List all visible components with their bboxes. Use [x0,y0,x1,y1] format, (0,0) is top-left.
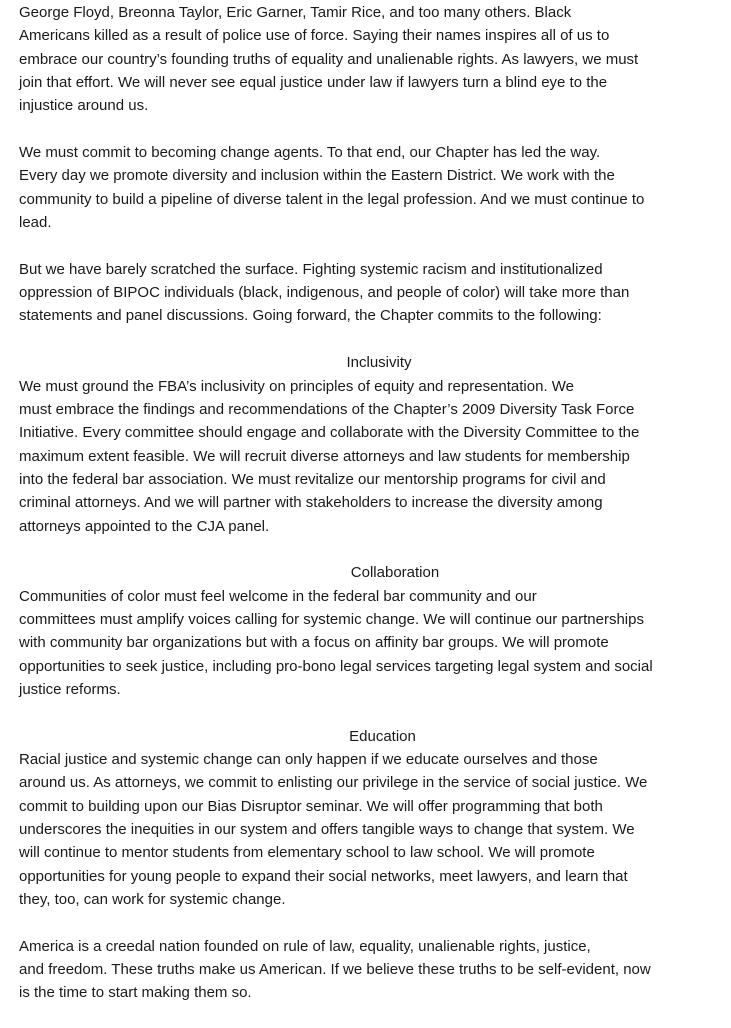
text-line: underscores the inequities in our system and offers tangible ways to change that system. We [19,821,635,839]
text-line: they, too, can work for systemic change. [19,891,286,909]
education-section [19,725,719,912]
text-line: justice reforms. [19,680,121,698]
text-line: lead. [19,214,52,232]
intro-paragraph [19,1,719,118]
text-line: oppression of BIPOC individuals (black, indigenous, and people of color) will take more than [19,284,630,302]
text-line: Communities of color must feel welcome in the federal bar community and our [19,587,537,605]
text-line: Initiative. Every committee should engage and collaborate with the Diversity Committee to the [19,424,640,442]
text-line: into the federal bar association. We must revitalize our mentorship programs for civil and [19,470,606,488]
section-heading-inclusivity: Inclusivity [346,354,412,372]
text-line: Racial justice and systemic change can only happen if we educate ourselves and those [19,751,598,768]
inclusivity-section [19,351,719,538]
text-line: injustice around us. [19,97,149,115]
commitments-paragraph [19,258,719,328]
text-line: America is a creedal nation founded on rule of law, equality, unalienable rights, justice, [19,937,591,955]
text-line: We must ground the FBA’s inclusivity on principles of equity and representation. We [19,377,575,395]
collaboration-section [19,561,719,701]
text-line: criminal attorneys. And we will partner with stakeholders to increase the diversity among [19,494,603,512]
change-agents-paragraph [19,141,719,234]
document-page [19,0,719,1028]
text-line: We must commit to becoming change agents. To that end, our Chapter has led the way. [19,144,601,162]
text-line: Every day we promote diversity and inclusion within the Eastern District. We work with the [19,167,615,185]
text-line: is the time to start making them so. [19,984,252,1002]
section-heading-education: Education [349,727,416,745]
text-line: Americans killed as a result of police use of force. Saying their names inspires all of us to [19,27,610,45]
text-line: opportunities for young people to expand their social networks, meet lawyers, and learn that [19,867,628,885]
text-line: George Floyd, Breonna Taylor, Eric Garner, Tamir Rice, and too many others. Black [19,4,572,21]
conclusion-paragraph [19,935,719,1005]
text-line: attorneys appointed to the CJA panel. [19,517,270,535]
text-line: opportunities to seek justice, including pro-bono legal services targeting legal system and social [19,657,653,675]
text-line: and freedom. These truths make us American. If we believe these truths to be self-evident, now [19,961,651,979]
text-line: community to build a pipeline of diverse talent in the legal profession. And we must continue to [19,190,645,208]
text-line: statements and panel discussions. Going forward, the Chapter commits to the following: [19,307,602,325]
text-line: must embrace the findings and recommendations of the Chapter’s 2009 Diversity Task Force [19,400,635,418]
text-line: commit to building upon our Bias Disruptor seminar. We will offer programming that both [19,797,603,815]
text-line: committees must amplify voices calling for systemic change. We will continue our partnerships [19,610,644,628]
text-line: embrace our country’s founding truths of equality and unalienable rights. As lawyers, we must [19,50,639,68]
text-line: will continue to mentor students from elementary school to law school. We will promote [19,844,595,862]
text-line: join that effort. We will never see equal justice under law if lawyers turn a blind eye to the [19,74,608,92]
text-line: with community bar organizations but with a focus on affinity bar groups. We will promote [19,634,609,652]
text-line: around us. As attorneys, we commit to enlisting our privilege in the service of social justice. We [19,774,648,792]
section-heading-collaboration: Collaboration [350,564,440,582]
text-line: But we have barely scratched the surface. Fighting systemic racism and institutionalized [19,260,603,278]
text-line: maximum extent feasible. We will recruit diverse attorneys and law students for membership [19,447,630,465]
